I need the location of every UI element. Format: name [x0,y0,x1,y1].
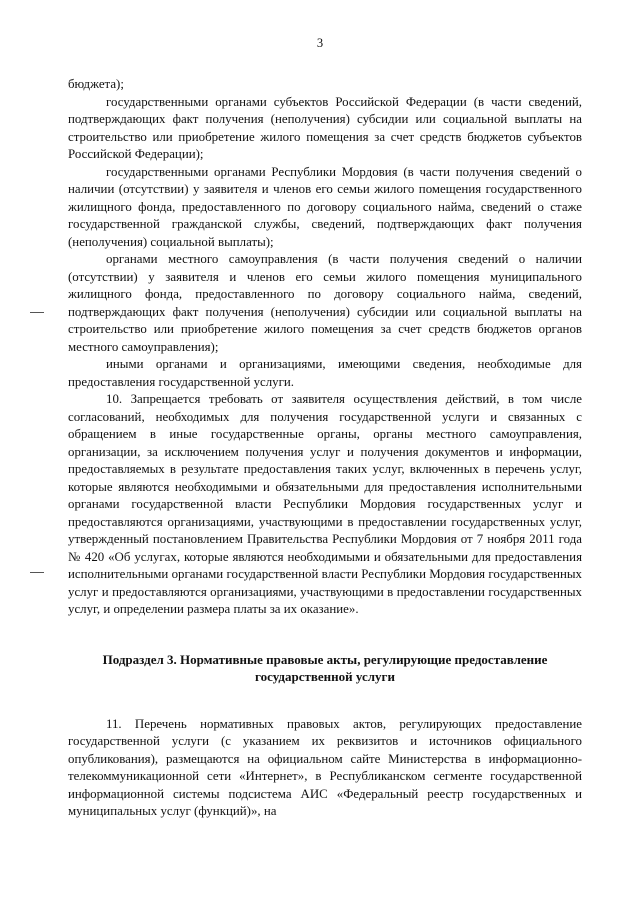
page-number: 3 [316,36,324,50]
paragraph: 10. Запрещается требовать от заявителя осуществления действий, в том числе согласований, необходимых для получения государственной услуги и связанных с обращением в иные государственные органы, органы местного самоуправления, организации, за исключением получения услуг и получения документов и информации, предоставляемых в результате предоставления таких услуг, включенных в перечень услуг, которые являются необходимыми и обязательными для предоставления исполнительными органами государственной власти Республики Мордовия государственных услуг и предоставляются организациями, участвующими в предоставлении государственных услуг, утвержденный постановлением Правительства Республики Мордовия от 7 ноября 2011 года № 420 «Об услугах, которые являются необходимыми и обязательными для предоставления исполнительными органами государственной власти Республики Мордовия государственных услуг и предоставляются организациями, участвующими в предоставлении государственных услуг, и определении размера платы за их оказание». [68,392,582,616]
subsection-title: Подраздел 3. Нормативные правовые акты, регулирующие предоставление государственной услуги [102,651,548,684]
paragraph-group-bottom [68,716,582,821]
margin-mark [30,312,44,313]
paragraph-group-top [68,76,582,619]
paragraph: бюджета); [68,77,124,91]
paragraph: государственными органами Республики Мордовия (в части получения сведений о наличии (отсутствии) у заявителя и членов его семьи жилого помещения государственного жилищного фонда, предоставленного по договору социального найма, сведений о стаже государственной гражданской службы, сведений, подтверждающих факт получения (неполучения) социальной выплаты); [68,164,582,249]
paragraph: государственными органами субъектов Российской Федерации (в части сведений, подтверждающих факт получения (неполучения) субсидии или социальной выплаты на строительство или приобретение жилого помещения за счет средств бюджетов субъектов Российской Федерации); [68,94,582,161]
paragraph: органами местного самоуправления (в части получения сведений о наличии (отсутствии) у заявителя и членов его семьи жилого помещения муниципального жилищного фонда, предоставленного по договору социального найма, сведений, подтверждающих факт получения (неполучения) субсидии или социальной выплаты на строительство или приобретение жилого помещения за счет средств бюджетов органов местного самоуправления); [68,252,582,354]
document-body [68,76,582,821]
paragraph: иными органами и организациями, имеющими сведения, необходимые для предоставления государственной услуги. [68,357,582,389]
margin-mark [30,572,44,573]
paragraph: 11. Перечень нормативных правовых актов, регулирующих предоставление государственной услуги (с указанием их реквизитов и источников официального опубликования), размещаются на официальном сайте Министерства в информационно-телекоммуникационной сети «Интернет», в Республиканском сегменте государственной информационной системы подсистема АИС «Федеральный реестр государственных и муниципальных услуг (функций)», на [68,716,582,818]
